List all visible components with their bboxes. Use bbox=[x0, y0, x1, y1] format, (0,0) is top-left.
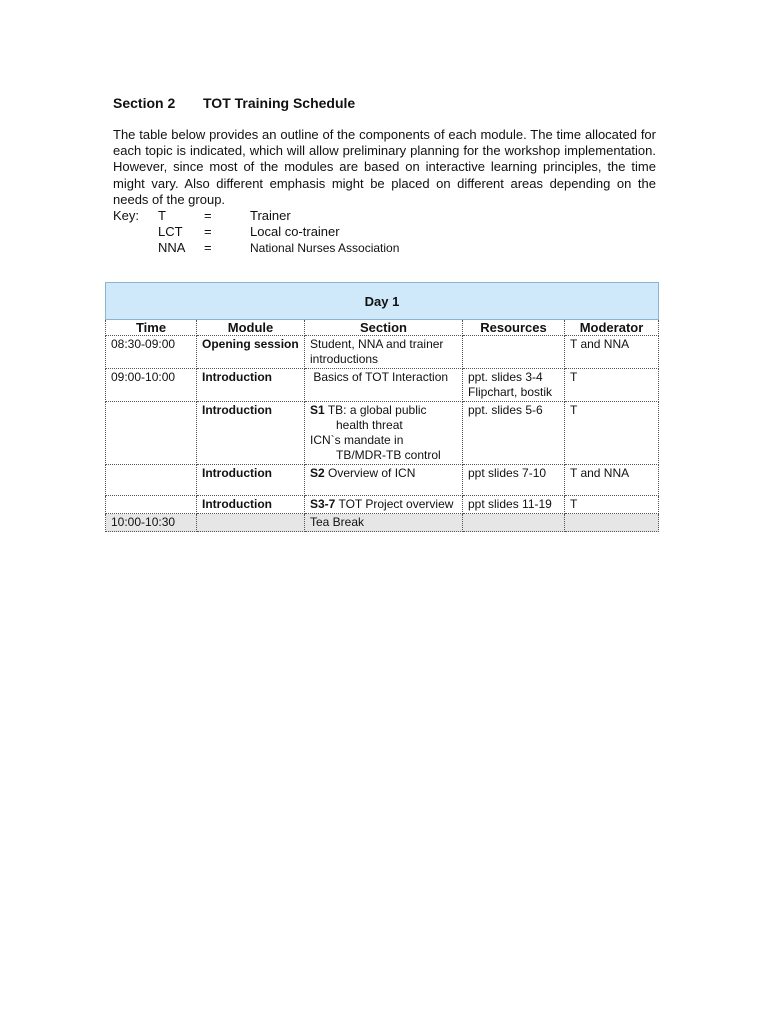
cell-time bbox=[106, 496, 197, 514]
resource-line: Flipchart, bostik bbox=[468, 385, 553, 399]
section-text: health threat bbox=[336, 418, 403, 432]
key-row bbox=[113, 224, 656, 240]
cell-module: Introduction bbox=[197, 465, 305, 496]
column-header-row bbox=[106, 320, 659, 336]
cell-time bbox=[106, 402, 197, 465]
cell-resources bbox=[463, 369, 565, 402]
table-row bbox=[106, 336, 659, 369]
cell-moderator: T bbox=[565, 496, 659, 514]
key-legend bbox=[113, 208, 656, 256]
key-meaning: Trainer bbox=[250, 208, 291, 224]
key-abbr: NNA bbox=[158, 240, 186, 256]
key-meaning: Local co-trainer bbox=[250, 224, 340, 240]
cell-moderator: T bbox=[565, 402, 659, 465]
cell-time: 10:00-10:30 bbox=[106, 514, 197, 532]
key-eq: = bbox=[204, 240, 212, 256]
cell-section bbox=[305, 402, 463, 465]
key-eq: = bbox=[204, 224, 212, 240]
section-text: Student, NNA and trainer introductions bbox=[310, 337, 444, 366]
section-number: Section 2 bbox=[113, 95, 176, 111]
column-header-time: Time bbox=[106, 320, 197, 336]
cell-section bbox=[305, 496, 463, 514]
section-heading bbox=[113, 93, 656, 113]
table-row bbox=[106, 369, 659, 402]
schedule-table bbox=[105, 282, 659, 532]
section-text: ICN`s mandate in bbox=[310, 433, 404, 447]
day-title: Day 1 bbox=[106, 283, 659, 320]
document-page bbox=[113, 93, 656, 256]
section-text: TB/MDR-TB control bbox=[336, 448, 441, 462]
key-row bbox=[113, 240, 656, 256]
table-row bbox=[106, 402, 659, 465]
cell-section bbox=[305, 514, 463, 532]
table-row bbox=[106, 514, 659, 532]
section-code: S3-7 bbox=[310, 497, 336, 511]
section-code: S2 bbox=[310, 466, 325, 480]
column-header-section: Section bbox=[305, 320, 463, 336]
cell-module: Introduction bbox=[197, 496, 305, 514]
section-text: Overview of ICN bbox=[328, 466, 416, 480]
cell-resources bbox=[463, 336, 565, 369]
table-row bbox=[106, 465, 659, 496]
key-abbr: T bbox=[158, 208, 166, 224]
cell-module: Introduction bbox=[197, 402, 305, 465]
cell-section bbox=[305, 369, 463, 402]
cell-resources: ppt. slides 5-6 bbox=[463, 402, 565, 465]
day-header-row bbox=[106, 283, 659, 320]
cell-time: 08:30-09:00 bbox=[106, 336, 197, 369]
intro-paragraph: The table below provides an outline of the components of each module. The time allocated for each topic is indicated, which will allow preliminary planning for the workshop implementation. However, since most of the modules are based on interactive learning principles, the time might vary. Also different emphasis might be placed on different areas depending on the needs of the group. bbox=[113, 127, 656, 207]
cell-section bbox=[305, 465, 463, 496]
key-abbr: LCT bbox=[158, 224, 183, 240]
section-text: Tea Break bbox=[310, 515, 365, 529]
key-meaning: National Nurses Association bbox=[250, 241, 400, 256]
column-header-resources: Resources bbox=[463, 320, 565, 336]
cell-module: Introduction bbox=[197, 369, 305, 402]
key-eq: = bbox=[204, 208, 212, 224]
table-row bbox=[106, 496, 659, 514]
cell-module: Opening session bbox=[197, 336, 305, 369]
key-label: Key: bbox=[113, 208, 140, 224]
section-code: S1 bbox=[310, 403, 325, 417]
cell-resources bbox=[463, 514, 565, 532]
cell-time: 09:00-10:00 bbox=[106, 369, 197, 402]
section-text: Basics of TOT Interaction bbox=[310, 370, 449, 384]
cell-moderator bbox=[565, 514, 659, 532]
key-row bbox=[113, 208, 656, 224]
section-text: TB: a global public bbox=[327, 403, 427, 417]
column-header-module: Module bbox=[197, 320, 305, 336]
cell-section bbox=[305, 336, 463, 369]
cell-time bbox=[106, 465, 197, 496]
cell-resources: ppt slides 11-19 bbox=[463, 496, 565, 514]
cell-module bbox=[197, 514, 305, 532]
cell-resources: ppt slides 7-10 bbox=[463, 465, 565, 496]
cell-moderator: T and NNA bbox=[565, 465, 659, 496]
cell-moderator: T and NNA bbox=[565, 336, 659, 369]
section-text: TOT Project overview bbox=[338, 497, 454, 511]
resource-line: ppt. slides 3-4 bbox=[468, 370, 543, 384]
section-title: TOT Training Schedule bbox=[203, 95, 356, 111]
column-header-moderator: Moderator bbox=[565, 320, 659, 336]
cell-moderator: T bbox=[565, 369, 659, 402]
